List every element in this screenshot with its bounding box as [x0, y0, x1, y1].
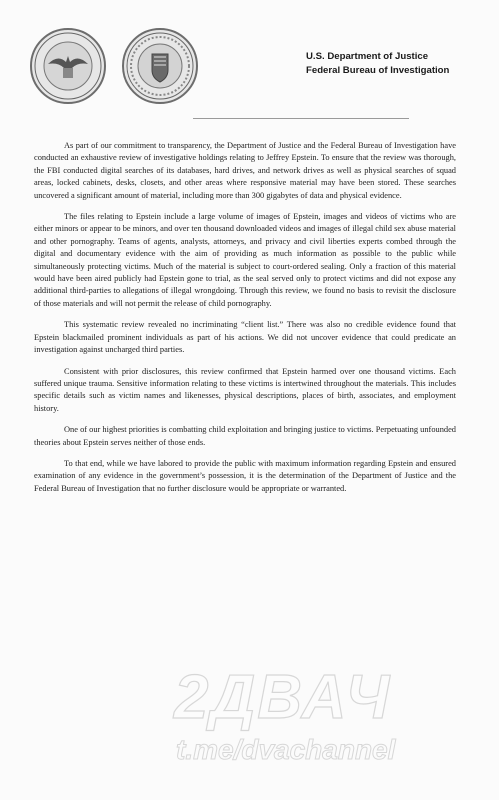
department-name: U.S. Department of Justice — [306, 51, 429, 62]
watermark — [150, 662, 480, 772]
bureau-name: Federal Bureau of Investigation — [306, 65, 450, 76]
paragraph: One of our highest priorities is combatting child exploitation and bringing justice to victims. Perpetuating unfounded theories about Epstein serves neither of those ends. — [34, 425, 456, 447]
paragraph: The files relating to Epstein include a large volume of images of Epstein, images and videos of victims who are either minors or appear to be minors, and over ten thousand downloaded videos and images of illegal child sex abuse material and other pornography. Teams of agents, analysts, attorneys, and privacy and civil liberties experts combed through the digital and documentary evidence with the aim of providing as much information as possible to the public while simultaneously protecting victims. Much of the material is subject to court-ordered sealing. Only a fraction of this material would have been aired publicly had Epstein gone to trial, as the seal served only to protect victims and did not expose any additional third-parties to allegations of illegal wrongdoing. Through this review, we found no basis to revisit the disclosure of those materials and will not permit the release of child pornography. — [34, 212, 456, 308]
letterhead — [306, 50, 449, 78]
paragraph: Consistent with prior disclosures, this review confirmed that Epstein harmed over one thousand victims. Each suffered unique trauma. Sensitive information relating to these victims is intertwined throughout the materials. This includes specific details such as victim names and likenesses, physical descriptions, places of birth, associates, and employment history. — [34, 366, 456, 413]
eagle-seal-icon — [32, 30, 104, 102]
watermark-url: t.me/dvachannel — [176, 734, 396, 765]
paragraph: To that end, while we have labored to provide the public with maximum information regarding Epstein and ensured examination of any evidence in the government’s possession, it is the determination of the Department of Justice and the Federal Bureau of Investigation that no further disclosure would be appropriate or warranted. — [34, 458, 456, 493]
fbi-seal-logo — [122, 28, 198, 104]
doj-seal-logo — [30, 28, 106, 104]
fbi-shield-icon — [124, 30, 196, 102]
header-divider — [193, 118, 409, 119]
paragraph: As part of our commitment to transparency, the Department of Justice and the Federal Bureau of Investigation have conducted an exhaustive review of investigative holdings relating to Jeffrey Epstein. To ensure that the review was thorough, the FBI conducted digital searches of its databases, hard drives, and network drives as well as physical searches of squad areas, locked cabinets, desks, closets, and other areas where responsive material may have been stored. These searches uncovered a significant amount of material, including more than 300 gigabytes of data and physical evidence. — [34, 141, 456, 200]
watermark-logo-text: 2ДВАЧ — [174, 663, 392, 732]
paragraph: This systematic review revealed no incriminating “client list.” There was also no credible evidence found that Epstein blackmailed prominent individuals as part of his actions. We did not uncover evidence that could predicate an investigation against uncharged third parties. — [34, 320, 456, 355]
memo-body — [34, 140, 456, 504]
